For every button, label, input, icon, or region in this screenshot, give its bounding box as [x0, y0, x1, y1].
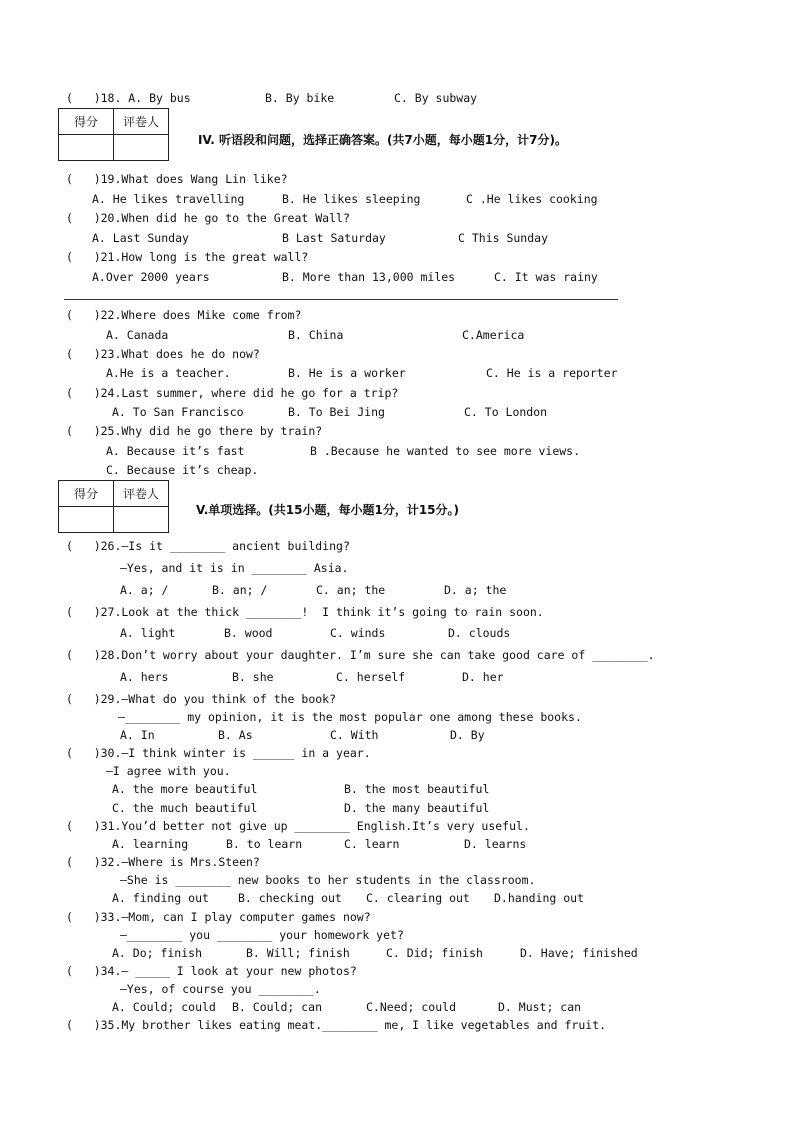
q26-option-d: D. a; the [444, 583, 507, 597]
q22-option-a: A. Canada [106, 328, 169, 342]
section5-title: V.单项选择。(共15小题，每小题1分，计15分。) [196, 503, 460, 517]
q26-option-b: B. an; / [212, 583, 268, 597]
q23-stem: ( )23.What does he do now? [66, 347, 260, 361]
q30-option-a: A. the more beautiful [112, 782, 258, 796]
q22-option-b: B. China [288, 328, 344, 342]
q33-option-b: B. Will; finish [246, 946, 350, 960]
q27-option-d: D. clouds [448, 626, 511, 640]
q19-option-c: C .He likes cooking [466, 192, 598, 206]
q33-stem-2: —________ you ________ your homework yet? [120, 928, 404, 942]
q19-stem: ( )19.What does Wang Lin like? [66, 172, 288, 186]
q30-stem: ( )30.—I think winter is ______ in a year. [66, 746, 371, 760]
q32-option-a: A. finding out [112, 891, 209, 905]
q25-option-b: B .Because he wanted to see more views. [310, 444, 581, 458]
q32-option-d: D.handing out [494, 891, 585, 905]
q21-option-b: B. More than 13,000 miles [282, 270, 456, 284]
q25-option-a: A. Because it’s fast [106, 444, 245, 458]
q20-stem: ( )20.When did he go to the Great Wall? [66, 211, 350, 225]
q29-option-b: B. As [218, 728, 253, 742]
q29-option-a: A. In [120, 728, 155, 742]
q26-option-c: C. an; the [316, 583, 386, 597]
grader-label: 评卷人 [114, 481, 169, 507]
q31-option-c: C. learn [344, 837, 400, 851]
q26-stem: ( )26.—Is it ________ ancient building? [66, 539, 350, 553]
q18-option-c: C. By subway [394, 91, 478, 105]
q28-option-a: A. hers [120, 670, 169, 684]
q30-stem-2: —I agree with you. [106, 764, 231, 778]
q29-option-c: C. With [330, 728, 379, 742]
q34-stem: ( )34.— _____ I look at your new photos? [66, 964, 357, 978]
q34-option-a: A. Could; could [112, 1000, 216, 1014]
q18-option-a: ( )18. A. By bus [66, 91, 191, 105]
q28-option-d: D. her [462, 670, 504, 684]
q24-option-b: B. To Bei Jing [288, 405, 385, 419]
q19-option-b: B. He likes sleeping [282, 192, 421, 206]
q29-stem-2: —________ my opinion, it is the most popular one among these books. [118, 710, 582, 724]
q33-option-c: C. Did; finish [386, 946, 483, 960]
grader-cell [114, 507, 169, 533]
q21-stem: ( )21.How long is the great wall? [66, 250, 309, 264]
q19-option-a: A. He likes travelling [92, 192, 245, 206]
q25-option-c: C. Because it’s cheap. [106, 463, 259, 477]
q21-option-a: A.Over 2000 years [92, 270, 210, 284]
section5-score-table [58, 480, 169, 533]
score-cell [59, 135, 114, 161]
q24-option-a: A. To San Francisco [112, 405, 244, 419]
q30-option-b: B. the most beautiful [344, 782, 490, 796]
q30-option-d: D. the many beautiful [344, 801, 490, 815]
q27-stem: ( )27.Look at the thick ________! I think it’s going to rain soon. [66, 605, 544, 619]
q22-stem: ( )22.Where does Mike come from? [66, 308, 302, 322]
q20-option-c: C This Sunday [458, 231, 549, 245]
q28-option-b: B. she [232, 670, 274, 684]
section4-title: IV. 听语段和问题，选择正确答案。(共7小题，每小题1分，计7分)。 [198, 133, 567, 147]
q27-option-b: B. wood [224, 626, 273, 640]
section4-score-table [58, 108, 169, 161]
score-label: 得分 [59, 109, 114, 135]
q33-option-d: D. Have; finished [520, 946, 638, 960]
grader-cell [114, 135, 169, 161]
q33-stem: ( )33.—Mom, can I play computer games now? [66, 910, 371, 924]
score-cell [59, 507, 114, 533]
q23-option-b: B. He is a worker [288, 366, 406, 380]
q32-stem-2: —She is ________ new books to her students in the classroom. [120, 873, 536, 887]
q34-option-d: D. Must; can [498, 1000, 582, 1014]
q31-option-a: A. learning [112, 837, 189, 851]
q34-option-b: B. Could; can [232, 1000, 323, 1014]
grader-label: 评卷人 [114, 109, 169, 135]
q29-option-d: D. By [450, 728, 485, 742]
q34-option-c: C.Need; could [366, 1000, 457, 1014]
q18-option-b: B. By bike [265, 91, 335, 105]
q31-option-d: D. learns [464, 837, 527, 851]
q32-option-c: C. clearing out [366, 891, 470, 905]
q28-stem: ( )28.Don’t worry about your daughter. I’m sure she can take good care of ________. [66, 648, 655, 662]
q20-option-a: A. Last Sunday [92, 231, 189, 245]
q26-stem-2: —Yes, and it is in ________ Asia. [120, 561, 349, 575]
q24-stem: ( )24.Last summer, where did he go for a trip? [66, 386, 399, 400]
q31-option-b: B. to learn [226, 837, 303, 851]
q35-stem: ( )35.My brother likes eating meat.________ me, I like vegetables and fruit. [66, 1018, 607, 1032]
score-label: 得分 [59, 481, 114, 507]
q32-option-b: B. checking out [238, 891, 342, 905]
q29-stem: ( )29.—What do you think of the book? [66, 692, 337, 706]
q30-option-c: C. the much beautiful [112, 801, 258, 815]
q26-option-a: A. a; / [120, 583, 169, 597]
divider-line [64, 299, 618, 300]
q23-option-a: A.He is a teacher. [106, 366, 231, 380]
q21-option-c: C. It was rainy [494, 270, 598, 284]
q32-stem: ( )32.—Where is Mrs.Steen? [66, 855, 260, 869]
q27-option-a: A. light [120, 626, 176, 640]
q34-stem-2: —Yes, of course you ________. [120, 982, 321, 996]
q22-option-c: C.America [462, 328, 525, 342]
q27-option-c: C. winds [330, 626, 386, 640]
q33-option-a: A. Do; finish [112, 946, 203, 960]
q20-option-b: B Last Saturday [282, 231, 386, 245]
q23-option-c: C. He is a reporter [486, 366, 618, 380]
q31-stem: ( )31.You’d better not give up ________ English.It’s very useful. [66, 819, 530, 833]
q24-option-c: C. To London [464, 405, 548, 419]
q25-stem: ( )25.Why did he go there by train? [66, 424, 323, 438]
q28-option-c: C. herself [336, 670, 406, 684]
